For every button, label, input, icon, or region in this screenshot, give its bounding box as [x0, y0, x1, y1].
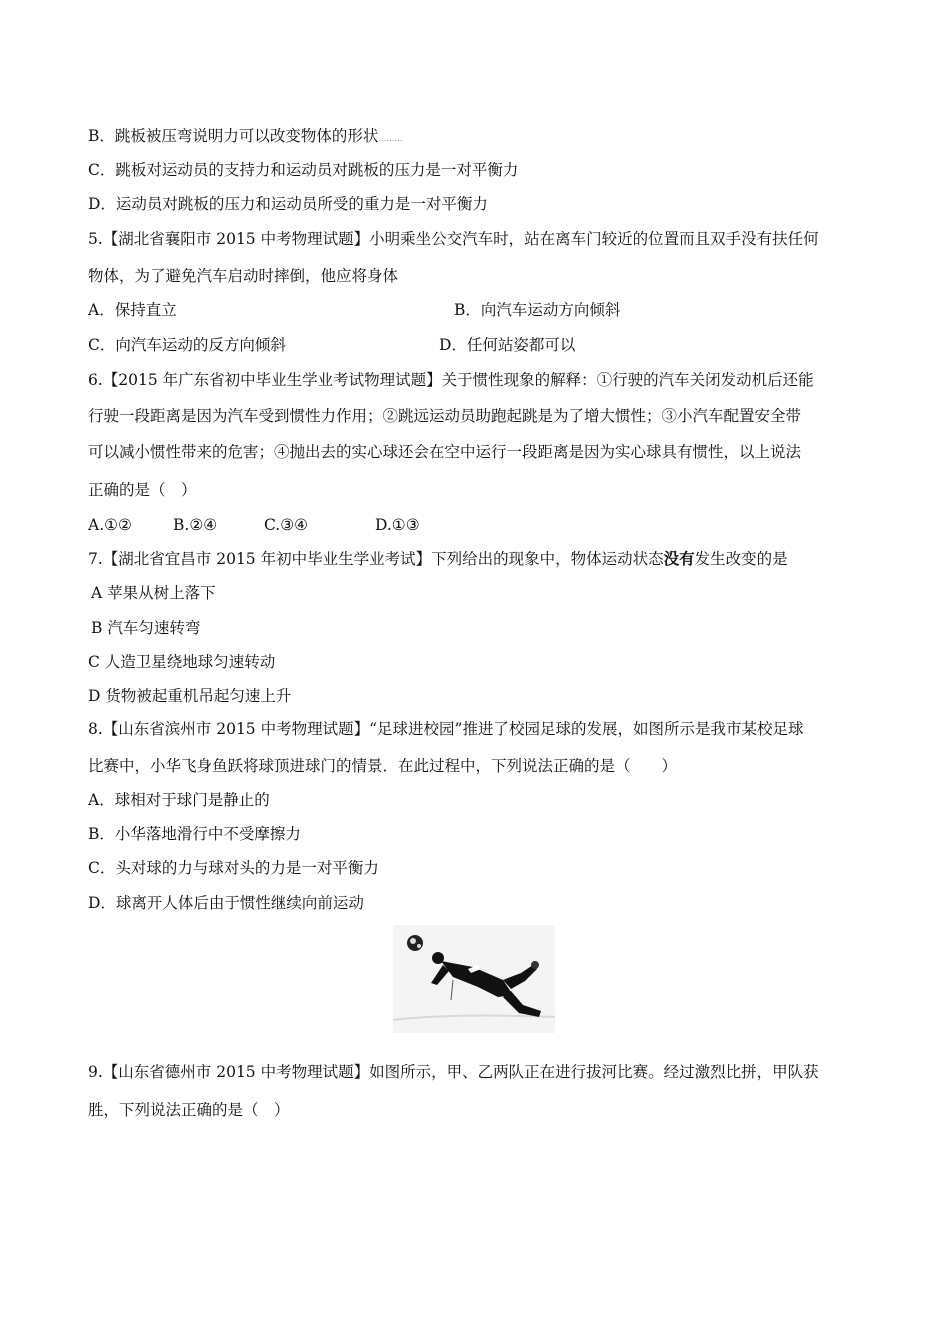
q7-option-b: B 汽车匀速转弯: [91, 619, 201, 637]
q4-option-c: C．跳板对运动员的支持力和运动员对跳板的压力是一对平衡力: [88, 161, 519, 179]
q8-option-b: B．小华落地滑行中不受摩擦力: [88, 825, 301, 843]
q6-stem-line2: 行驶一段距离是因为汽车受到惯性力作用；②跳远运动员助跑起跳是为了增大惯性；③小汽车配置安全带: [88, 407, 802, 425]
q8-stem-line2: 比赛中，小华飞身鱼跃将球顶进球门的情景．在此过程中，下列说法正确的是（ ）: [88, 757, 678, 775]
q5-option-d: D．任何站姿都可以: [439, 336, 576, 354]
q6-option-d: D.①③: [375, 516, 420, 534]
q6-stem-line4: 正确的是（ ）: [88, 481, 197, 499]
q8-stem-line1: 8.【山东省滨州市 2015 中考物理试题】“足球进校园”推进了校园足球的发展，如图所示是我市某校足球: [88, 720, 804, 738]
q7-emphasis: 没有: [663, 549, 695, 568]
q5-option-c: C．向汽车运动的反方向倾斜: [88, 336, 286, 354]
q4-option-d: D．运动员对跳板的压力和运动员所受的重力是一对平衡力: [88, 195, 488, 213]
q6-option-b: B.②④: [173, 516, 218, 534]
q7-option-a: A 苹果从树上落下: [91, 584, 216, 602]
q5-option-b: B．向汽车运动方向倾斜: [454, 301, 621, 319]
scan-mark: ………: [378, 134, 403, 143]
q9-stem-line2: 胜，下列说法正确的是（ ）: [88, 1101, 290, 1119]
q7-stem: 7.【湖北省宜昌市 2015 年初中毕业生学业考试】下列给出的现象中，物体运动状态没有发生改变的是: [88, 549, 788, 568]
q5-stem-line2: 物体，为了避免汽车启动时摔倒，他应将身体: [88, 267, 399, 285]
q8-option-c: C．头对球的力与球对头的力是一对平衡力: [88, 859, 379, 877]
q7-option-d: D 货物被起重机吊起匀速上升: [88, 687, 292, 705]
q6-option-c: C.③④: [264, 516, 309, 534]
q5-option-a: A．保持直立: [88, 301, 177, 319]
q6-stem-line1: 6.【2015 年广东省初中毕业生学业考试物理试题】关于惯性现象的解释：①行驶的汽车关闭发动机后还能: [88, 371, 814, 389]
q8-option-d: D．球离开人体后由于惯性继续向前运动: [88, 894, 364, 912]
soccer-diving-header-figure: [393, 925, 555, 1033]
q7-option-c: C 人造卫星绕地球匀速转动: [88, 653, 276, 671]
q6-option-a: A.①②: [88, 516, 132, 534]
q4-option-b: B．跳板被压弯说明力可以改变物体的形状………: [88, 127, 403, 145]
q6-stem-line3: 可以减小惯性带来的危害；④抛出去的实心球还会在空中运行一段距离是因为实心球具有惯性，以上说法: [88, 443, 802, 461]
q9-stem-line1: 9.【山东省德州市 2015 中考物理试题】如图所示，甲、乙两队正在进行拔河比赛。经过激烈比拼，甲队获: [88, 1063, 819, 1081]
q5-stem-line1: 5.【湖北省襄阳市 2015 中考物理试题】小明乘坐公交汽车时，站在离车门较近的位置而且双手没有扶任何: [88, 230, 819, 248]
q8-option-a: A．球相对于球门是静止的: [88, 791, 270, 809]
ball-icon: [407, 935, 423, 951]
